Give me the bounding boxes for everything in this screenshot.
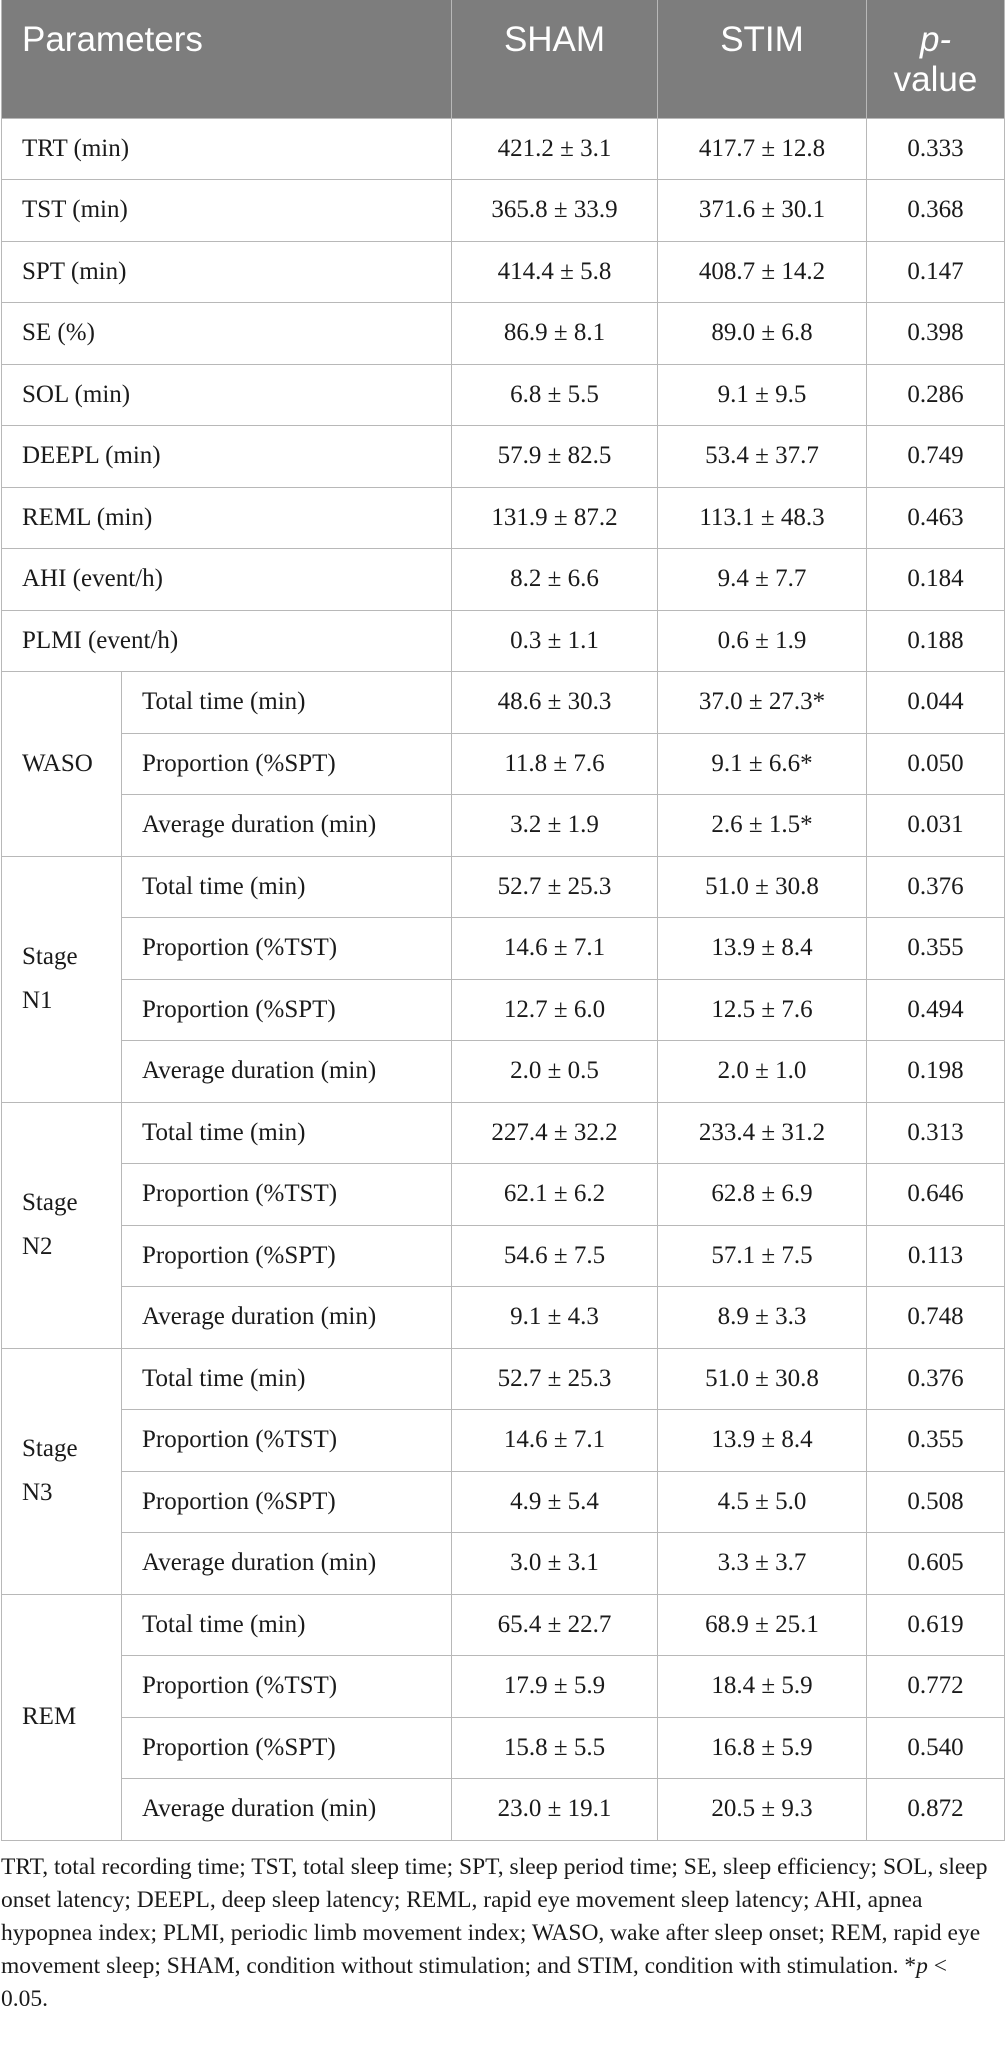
group-label-line2: N2	[22, 1233, 53, 1260]
sub-parameter-name: Proportion (%TST)	[122, 1410, 452, 1472]
sham-value: 131.9 ± 87.2	[452, 487, 658, 549]
p-value: 0.508	[867, 1471, 1005, 1533]
p-value: 0.605	[867, 1533, 1005, 1595]
stim-value: 18.4 ± 5.9	[658, 1656, 867, 1718]
sham-value: 3.0 ± 3.1	[452, 1533, 658, 1595]
parameter-name: AHI (event/h)	[2, 549, 452, 611]
sham-value: 52.7 ± 25.3	[452, 856, 658, 918]
p-value: 0.748	[867, 1287, 1005, 1349]
table-row	[2, 918, 1005, 980]
table-row	[2, 856, 1005, 918]
p-value: 0.376	[867, 1348, 1005, 1410]
p-value: 0.772	[867, 1656, 1005, 1718]
table-row	[2, 1594, 1005, 1656]
stim-value: 8.9 ± 3.3	[658, 1287, 867, 1349]
table-row	[2, 1656, 1005, 1718]
p-value: 0.313	[867, 1102, 1005, 1164]
sham-value: 14.6 ± 7.1	[452, 1410, 658, 1472]
sham-value: 17.9 ± 5.9	[452, 1656, 658, 1718]
sham-value: 6.8 ± 5.5	[452, 364, 658, 426]
header-p-value	[867, 0, 1005, 118]
sub-parameter-name: Proportion (%SPT)	[122, 1471, 452, 1533]
sham-value: 14.6 ± 7.1	[452, 918, 658, 980]
header-p-letter: p-	[919, 20, 952, 59]
group-label-line1: Stage	[22, 943, 78, 970]
header-parameters: Parameters	[2, 0, 452, 118]
sham-value: 4.9 ± 5.4	[452, 1471, 658, 1533]
parameter-name: SE (%)	[2, 303, 452, 365]
sub-parameter-name: Proportion (%TST)	[122, 1656, 452, 1718]
table-footnote	[0, 1841, 1002, 2016]
sham-value: 65.4 ± 22.7	[452, 1594, 658, 1656]
parameter-name: REML (min)	[2, 487, 452, 549]
sham-value: 11.8 ± 7.6	[452, 733, 658, 795]
sub-parameter-name: Proportion (%SPT)	[122, 733, 452, 795]
sub-parameter-name: Proportion (%TST)	[122, 1164, 452, 1226]
table-row	[2, 733, 1005, 795]
table-row	[2, 979, 1005, 1041]
parameter-name: TRT (min)	[2, 118, 452, 180]
stim-value: 16.8 ± 5.9	[658, 1717, 867, 1779]
header-stim: STIM	[658, 0, 867, 118]
stim-value: 2.6 ± 1.5*	[658, 795, 867, 857]
table-row	[2, 610, 1005, 672]
table-row	[2, 1287, 1005, 1349]
parameter-name: PLMI (event/h)	[2, 610, 452, 672]
sub-parameter-name: Proportion (%TST)	[122, 918, 452, 980]
stim-value: 9.1 ± 9.5	[658, 364, 867, 426]
stim-value: 113.1 ± 48.3	[658, 487, 867, 549]
table-row	[2, 1225, 1005, 1287]
sub-parameter-name: Average duration (min)	[122, 1041, 452, 1103]
p-value: 0.044	[867, 672, 1005, 734]
p-value: 0.355	[867, 918, 1005, 980]
group-label-line1: Stage	[22, 1189, 78, 1216]
p-value: 0.494	[867, 979, 1005, 1041]
stim-value: 3.3 ± 3.7	[658, 1533, 867, 1595]
group-label	[2, 1102, 122, 1348]
stim-value: 68.9 ± 25.1	[658, 1594, 867, 1656]
sham-value: 9.1 ± 4.3	[452, 1287, 658, 1349]
parameter-name: SPT (min)	[2, 241, 452, 303]
footnote-p-symbol: p	[916, 1952, 928, 1979]
group-label-line1: WASO	[22, 749, 93, 777]
stim-value: 89.0 ± 6.8	[658, 303, 867, 365]
sham-value: 12.7 ± 6.0	[452, 979, 658, 1041]
p-value: 0.050	[867, 733, 1005, 795]
p-value: 0.286	[867, 364, 1005, 426]
sham-value: 227.4 ± 32.2	[452, 1102, 658, 1164]
sub-parameter-name: Average duration (min)	[122, 1779, 452, 1841]
table-row	[2, 1102, 1005, 1164]
sub-parameter-name: Total time (min)	[122, 1102, 452, 1164]
stim-value: 0.6 ± 1.9	[658, 610, 867, 672]
table-row	[2, 487, 1005, 549]
group-label	[2, 1594, 122, 1840]
stim-value: 12.5 ± 7.6	[658, 979, 867, 1041]
p-value: 0.463	[867, 487, 1005, 549]
p-value: 0.031	[867, 795, 1005, 857]
p-value: 0.355	[867, 1410, 1005, 1472]
p-value: 0.198	[867, 1041, 1005, 1103]
stim-value: 37.0 ± 27.3*	[658, 672, 867, 734]
p-value: 0.368	[867, 180, 1005, 242]
stim-value: 417.7 ± 12.8	[658, 118, 867, 180]
stim-value: 51.0 ± 30.8	[658, 856, 867, 918]
footnote-text: TRT, total recording time; TST, total sleep time; SPT, sleep period time; SE, sleep efficiency; SOL, sleep onset latency; DEEPL, deep sleep latency; REML, rapid eye movement sleep latency; AHI, apnea hypopnea index; PLMI, periodic limb movement index; WASO, wake after sleep onset; REM, rapid eye movement sleep; SHAM, condition without stimulation; and STIM, condition with stimulation. *	[1, 1853, 988, 1979]
stim-value: 51.0 ± 30.8	[658, 1348, 867, 1410]
table-row	[2, 1164, 1005, 1226]
sub-parameter-name: Proportion (%SPT)	[122, 1717, 452, 1779]
sub-parameter-name: Average duration (min)	[122, 1287, 452, 1349]
table-row	[2, 1779, 1005, 1841]
stim-value: 13.9 ± 8.4	[658, 918, 867, 980]
sham-value: 48.6 ± 30.3	[452, 672, 658, 734]
sub-parameter-name: Average duration (min)	[122, 1533, 452, 1595]
p-value: 0.749	[867, 426, 1005, 488]
table-row	[2, 1717, 1005, 1779]
stim-value: 9.1 ± 6.6*	[658, 733, 867, 795]
parameter-name: TST (min)	[2, 180, 452, 242]
p-value: 0.147	[867, 241, 1005, 303]
sub-parameter-name: Total time (min)	[122, 1594, 452, 1656]
table-row	[2, 1471, 1005, 1533]
sham-value: 57.9 ± 82.5	[452, 426, 658, 488]
stim-value: 371.6 ± 30.1	[658, 180, 867, 242]
sham-value: 62.1 ± 6.2	[452, 1164, 658, 1226]
sham-value: 54.6 ± 7.5	[452, 1225, 658, 1287]
stim-value: 13.9 ± 8.4	[658, 1410, 867, 1472]
table-row	[2, 672, 1005, 734]
table-row	[2, 795, 1005, 857]
p-value: 0.872	[867, 1779, 1005, 1841]
group-label	[2, 1348, 122, 1594]
p-value: 0.646	[867, 1164, 1005, 1226]
sub-parameter-name: Proportion (%SPT)	[122, 1225, 452, 1287]
table-header	[2, 0, 1005, 118]
sub-parameter-name: Total time (min)	[122, 856, 452, 918]
parameter-name: SOL (min)	[2, 364, 452, 426]
table-row	[2, 426, 1005, 488]
p-value: 0.376	[867, 856, 1005, 918]
sham-value: 15.8 ± 5.5	[452, 1717, 658, 1779]
group-label	[2, 672, 122, 857]
sham-value: 414.4 ± 5.8	[452, 241, 658, 303]
sham-value: 52.7 ± 25.3	[452, 1348, 658, 1410]
stim-value: 2.0 ± 1.0	[658, 1041, 867, 1103]
sub-parameter-name: Total time (min)	[122, 672, 452, 734]
sham-value: 86.9 ± 8.1	[452, 303, 658, 365]
stim-value: 9.4 ± 7.7	[658, 549, 867, 611]
table-body	[2, 118, 1005, 1840]
table-row	[2, 118, 1005, 180]
group-label-line1: Stage	[22, 1435, 78, 1462]
sham-value: 8.2 ± 6.6	[452, 549, 658, 611]
sham-value: 0.3 ± 1.1	[452, 610, 658, 672]
sham-value: 421.2 ± 3.1	[452, 118, 658, 180]
group-label-line2: N3	[22, 1479, 53, 1506]
sub-parameter-name: Proportion (%SPT)	[122, 979, 452, 1041]
stim-value: 233.4 ± 31.2	[658, 1102, 867, 1164]
sham-value: 3.2 ± 1.9	[452, 795, 658, 857]
p-value: 0.540	[867, 1717, 1005, 1779]
results-table	[1, 0, 1005, 1841]
footnote-threshold: < 0.05.	[1, 1952, 948, 2012]
sham-value: 365.8 ± 33.9	[452, 180, 658, 242]
stim-value: 62.8 ± 6.9	[658, 1164, 867, 1226]
p-value: 0.398	[867, 303, 1005, 365]
parameter-name: DEEPL (min)	[2, 426, 452, 488]
table-row	[2, 303, 1005, 365]
group-label-line2: N1	[22, 987, 53, 1014]
table-row	[2, 364, 1005, 426]
table-row	[2, 1041, 1005, 1103]
sham-value: 2.0 ± 0.5	[452, 1041, 658, 1103]
stim-value: 57.1 ± 7.5	[658, 1225, 867, 1287]
p-value: 0.619	[867, 1594, 1005, 1656]
stim-value: 408.7 ± 14.2	[658, 241, 867, 303]
stim-value: 53.4 ± 37.7	[658, 426, 867, 488]
stim-value: 4.5 ± 5.0	[658, 1471, 867, 1533]
header-value-word: value	[893, 60, 978, 99]
header-sham: SHAM	[452, 0, 658, 118]
p-value: 0.333	[867, 118, 1005, 180]
stim-value: 20.5 ± 9.3	[658, 1779, 867, 1841]
table-row	[2, 1410, 1005, 1472]
table-row	[2, 1348, 1005, 1410]
sub-parameter-name: Average duration (min)	[122, 795, 452, 857]
p-value: 0.184	[867, 549, 1005, 611]
sub-parameter-name: Total time (min)	[122, 1348, 452, 1410]
sham-value: 23.0 ± 19.1	[452, 1779, 658, 1841]
group-label-line1: REM	[22, 1703, 77, 1730]
table-row	[2, 180, 1005, 242]
p-value: 0.113	[867, 1225, 1005, 1287]
table-row	[2, 549, 1005, 611]
table-row	[2, 241, 1005, 303]
p-value: 0.188	[867, 610, 1005, 672]
table-row	[2, 1533, 1005, 1595]
group-label	[2, 856, 122, 1102]
